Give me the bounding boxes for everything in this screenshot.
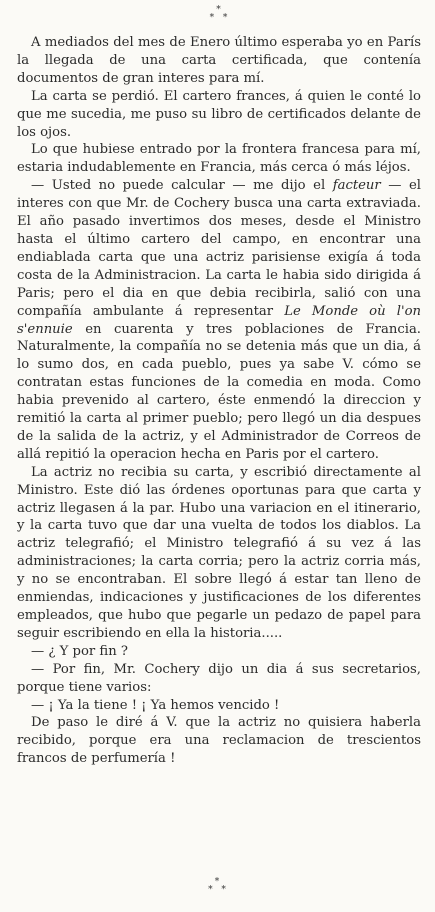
paragraph: A mediados del mes de Enero último esperaba yo en París la llegada de una carta certificada, que contenía documentos de gran interes para mí. [17,35,421,86]
star-icon: * [222,13,229,23]
paragraph: — ¿ Y por fin ? [31,643,128,659]
star-icon: * [221,885,227,895]
paragraph: La actriz no recibia su carta, y escribió directamente al Ministro. Este dió las órdenes oportunas para que carta y actriz llegasen á la par. Hubo una variacion en el itinerario, y la carta tuvo que dar una vuelta de todos los diablos. La actriz telegrafió; el Ministro telegrafió á su vez á las administraciones; la carta corria; pero la actriz corria más, y no se encontraban. El sobre llegó á estar tan lleno de enmiendas, indicaciones y justificaciones de los diferentes empleados, que hubo que pegarle un pedazo de papel para seguir escribiendo en ella la historia..... [17,464,421,641]
paragraph: La carta se perdió. El cartero frances, á quien le conté lo que me sucedia, me puso su libro de certificados delante de los ojos. [17,88,421,140]
star-icon: * [216,5,222,15]
paragraph: — Usted no puede calcular — me dijo el facteur — el interes con que Mr. de Cochery busca una carta extraviada. El año pasado invertimos dos meses, desde el Ministro hasta el último cartero del campo, en encontrar una endiablada carta que una actriz parisiense exigía á toda costa de la Administracion. La carta le habia sido dirigida á Paris; pero el dia en que debia recibirla, salió con una compañía ambulante á representar Le Monde où l'on s'ennuie en cuarenta y tres poblaciones de Francia. Naturalmente, la compañía no se detenia más que un dia, á lo sumo dos, en cada pueblo, pues ya sabe V. cómo se contratan estas funciones de la comedia en moda. Como habia prevenido al cartero, éste enmendó la direccion y remitió la carta al primer pueblo; pero llegó un dia despues de la salida de la actriz, y el Administrador de Correos de allá repitió la operacion hecha en Paris por el cartero. [17,178,421,462]
paragraph: — ¡ Ya la tiene ! ¡ Ya hemos vencido ! [31,697,280,713]
paragraph: De paso le diré á V. que la actriz no quisiera haberla recibido, porque era una reclamacion de trescientos francos de perfumería ! [17,715,421,767]
ornament-bottom [0,878,435,898]
ornament-top [17,6,421,28]
paragraph: Lo que hubiese entrado por la frontera francesa para mí, estaria indudablemente en Francia, más cerca ó más léjos. [17,142,421,176]
article-body [17,34,421,768]
paragraph: — Por fin, Mr. Cochery dijo un dia á sus secretarios, porque tiene varios: [17,661,421,695]
star-icon: * [214,877,221,887]
star-icon: * [209,13,216,23]
star-icon: * [208,885,214,895]
